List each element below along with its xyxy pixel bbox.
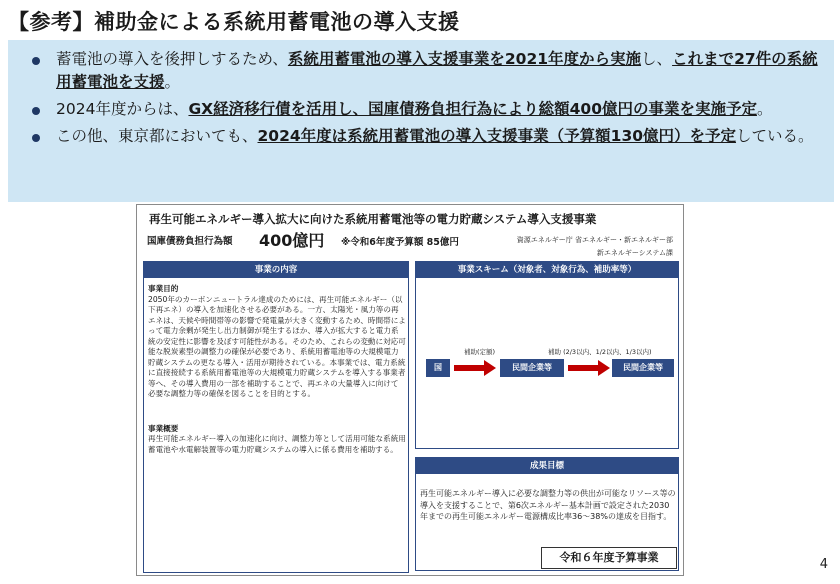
subsidy-label: 補助(定額) <box>464 348 496 356</box>
flow-arrow-icon <box>568 360 610 376</box>
bullet-text: 蓄電池の導入を後押しするため、 <box>56 50 288 68</box>
project-content-panel <box>143 261 409 573</box>
bullet-dot-icon <box>32 107 40 115</box>
bullet-highlight: 2024年度は系統用蓄電池の導入支援事業（予算額130億円）を予定 <box>257 127 737 145</box>
bullet-text: している。 <box>736 127 814 145</box>
bullet-highlight: 系統用蓄電池の導入支援事業を2021年度から実施 <box>287 50 642 68</box>
bullet-highlight: これまで27件の系統用蓄電池を支援 <box>56 50 818 91</box>
overview-text: 再生可能エネルギー導入の加速化に向け、調整力等として活用可能な系統用蓄電池や水電解装置等の電力貯蔵システムの導入に係る費用を補助する。 <box>148 434 406 454</box>
budget-label: 国庫債務負担行為額 <box>147 236 233 247</box>
bullet-text: 。 <box>164 73 181 91</box>
bullet-text: 2024年度からは、 <box>56 100 189 118</box>
panel-heading: 事業スキーム（対象者、対象行為、補助率等） <box>416 262 678 278</box>
bullet-text: し、 <box>641 50 673 68</box>
flow-node-country: 国 <box>426 359 450 377</box>
summary-box <box>8 40 834 202</box>
project-content-body <box>148 284 406 455</box>
bullet-item <box>32 48 820 94</box>
bullet-item <box>32 125 820 148</box>
budget-year-tag: 令和６年度予算事業 <box>541 547 677 569</box>
results-text: 再生可能エネルギー導入に必要な調整力等の供出が可能なリソース等の導入を支援することで、第6次エネルギー基本計画で設定された2030年までの再生可能エネルギー電源構成比率36～38%の達成を目指す。 <box>420 489 676 521</box>
panel-heading: 事業の内容 <box>144 262 408 278</box>
department-line: 新エネルギーシステム課 <box>596 249 673 257</box>
bullet-dot-icon <box>32 134 40 142</box>
flow-arrow-icon <box>454 360 496 376</box>
sheet-title: 再生可能エネルギー導入拡大に向けた系統用蓄電池等の電力貯蔵システム導入支援事業 <box>149 212 597 226</box>
scheme-panel <box>415 261 679 449</box>
bullet-text: この他、東京都においても、 <box>56 127 258 145</box>
flow-node-private: 民間企業等 <box>500 359 564 377</box>
purpose-heading: 事業目的 <box>148 284 179 293</box>
bullet-text: 。 <box>756 100 773 118</box>
purpose-text: 2050年のカーボンニュートラル達成のためには、再生可能エネルギー（以下再エネ）の導入を加速化させる必要がある。一方、太陽光・風力等の再エネは、天候や時間帯等の影響で発電量が大きく変動するため、時間帯によって電力余剰が発生し出力制御が発生するほか、導入が拡大すると電力系統の安定性に影響を及ぼす可能性がある。そのため、これらの変動に対応可能な脱炭素型の調整力の確保が必要であり、系統用蓄電池等の大規模電力貯蔵システムの更なる導入・活用が期待されている。本事業では、電力系統に直接接続する系統用蓄電池等の大規模電力貯蔵システムを導入する事業者等へ、その導入費用の一部を補助することで、再エネの大量導入に向けて必要な調整力等の確保を図ることを目的とする。 <box>148 294 406 398</box>
panel-heading: 成果目標 <box>416 458 678 474</box>
page-number: 4 <box>819 557 828 572</box>
budget-amount: 400億円 <box>259 231 325 250</box>
subsidy-label: 補助 (2/3以内、1/2以内、1/3以内) <box>548 348 652 356</box>
flow-node-private: 民間企業等 <box>612 359 674 377</box>
bullet-dot-icon <box>32 57 40 65</box>
embedded-project-sheet <box>136 204 684 576</box>
page-title: 【参考】補助金による系統用蓄電池の導入支援 <box>8 10 460 34</box>
overview-heading: 事業概要 <box>148 423 179 433</box>
bullet-highlight: GX経済移行債を活用し、国庫債務負担行為により総額400億円の事業を実施予定 <box>188 100 757 118</box>
budget-note: ※令和6年度予算額 85億円 <box>341 237 459 248</box>
department-line: 資源エネルギー庁 省エネルギー・新エネルギー部 <box>516 236 673 244</box>
bullet-item <box>32 98 820 121</box>
